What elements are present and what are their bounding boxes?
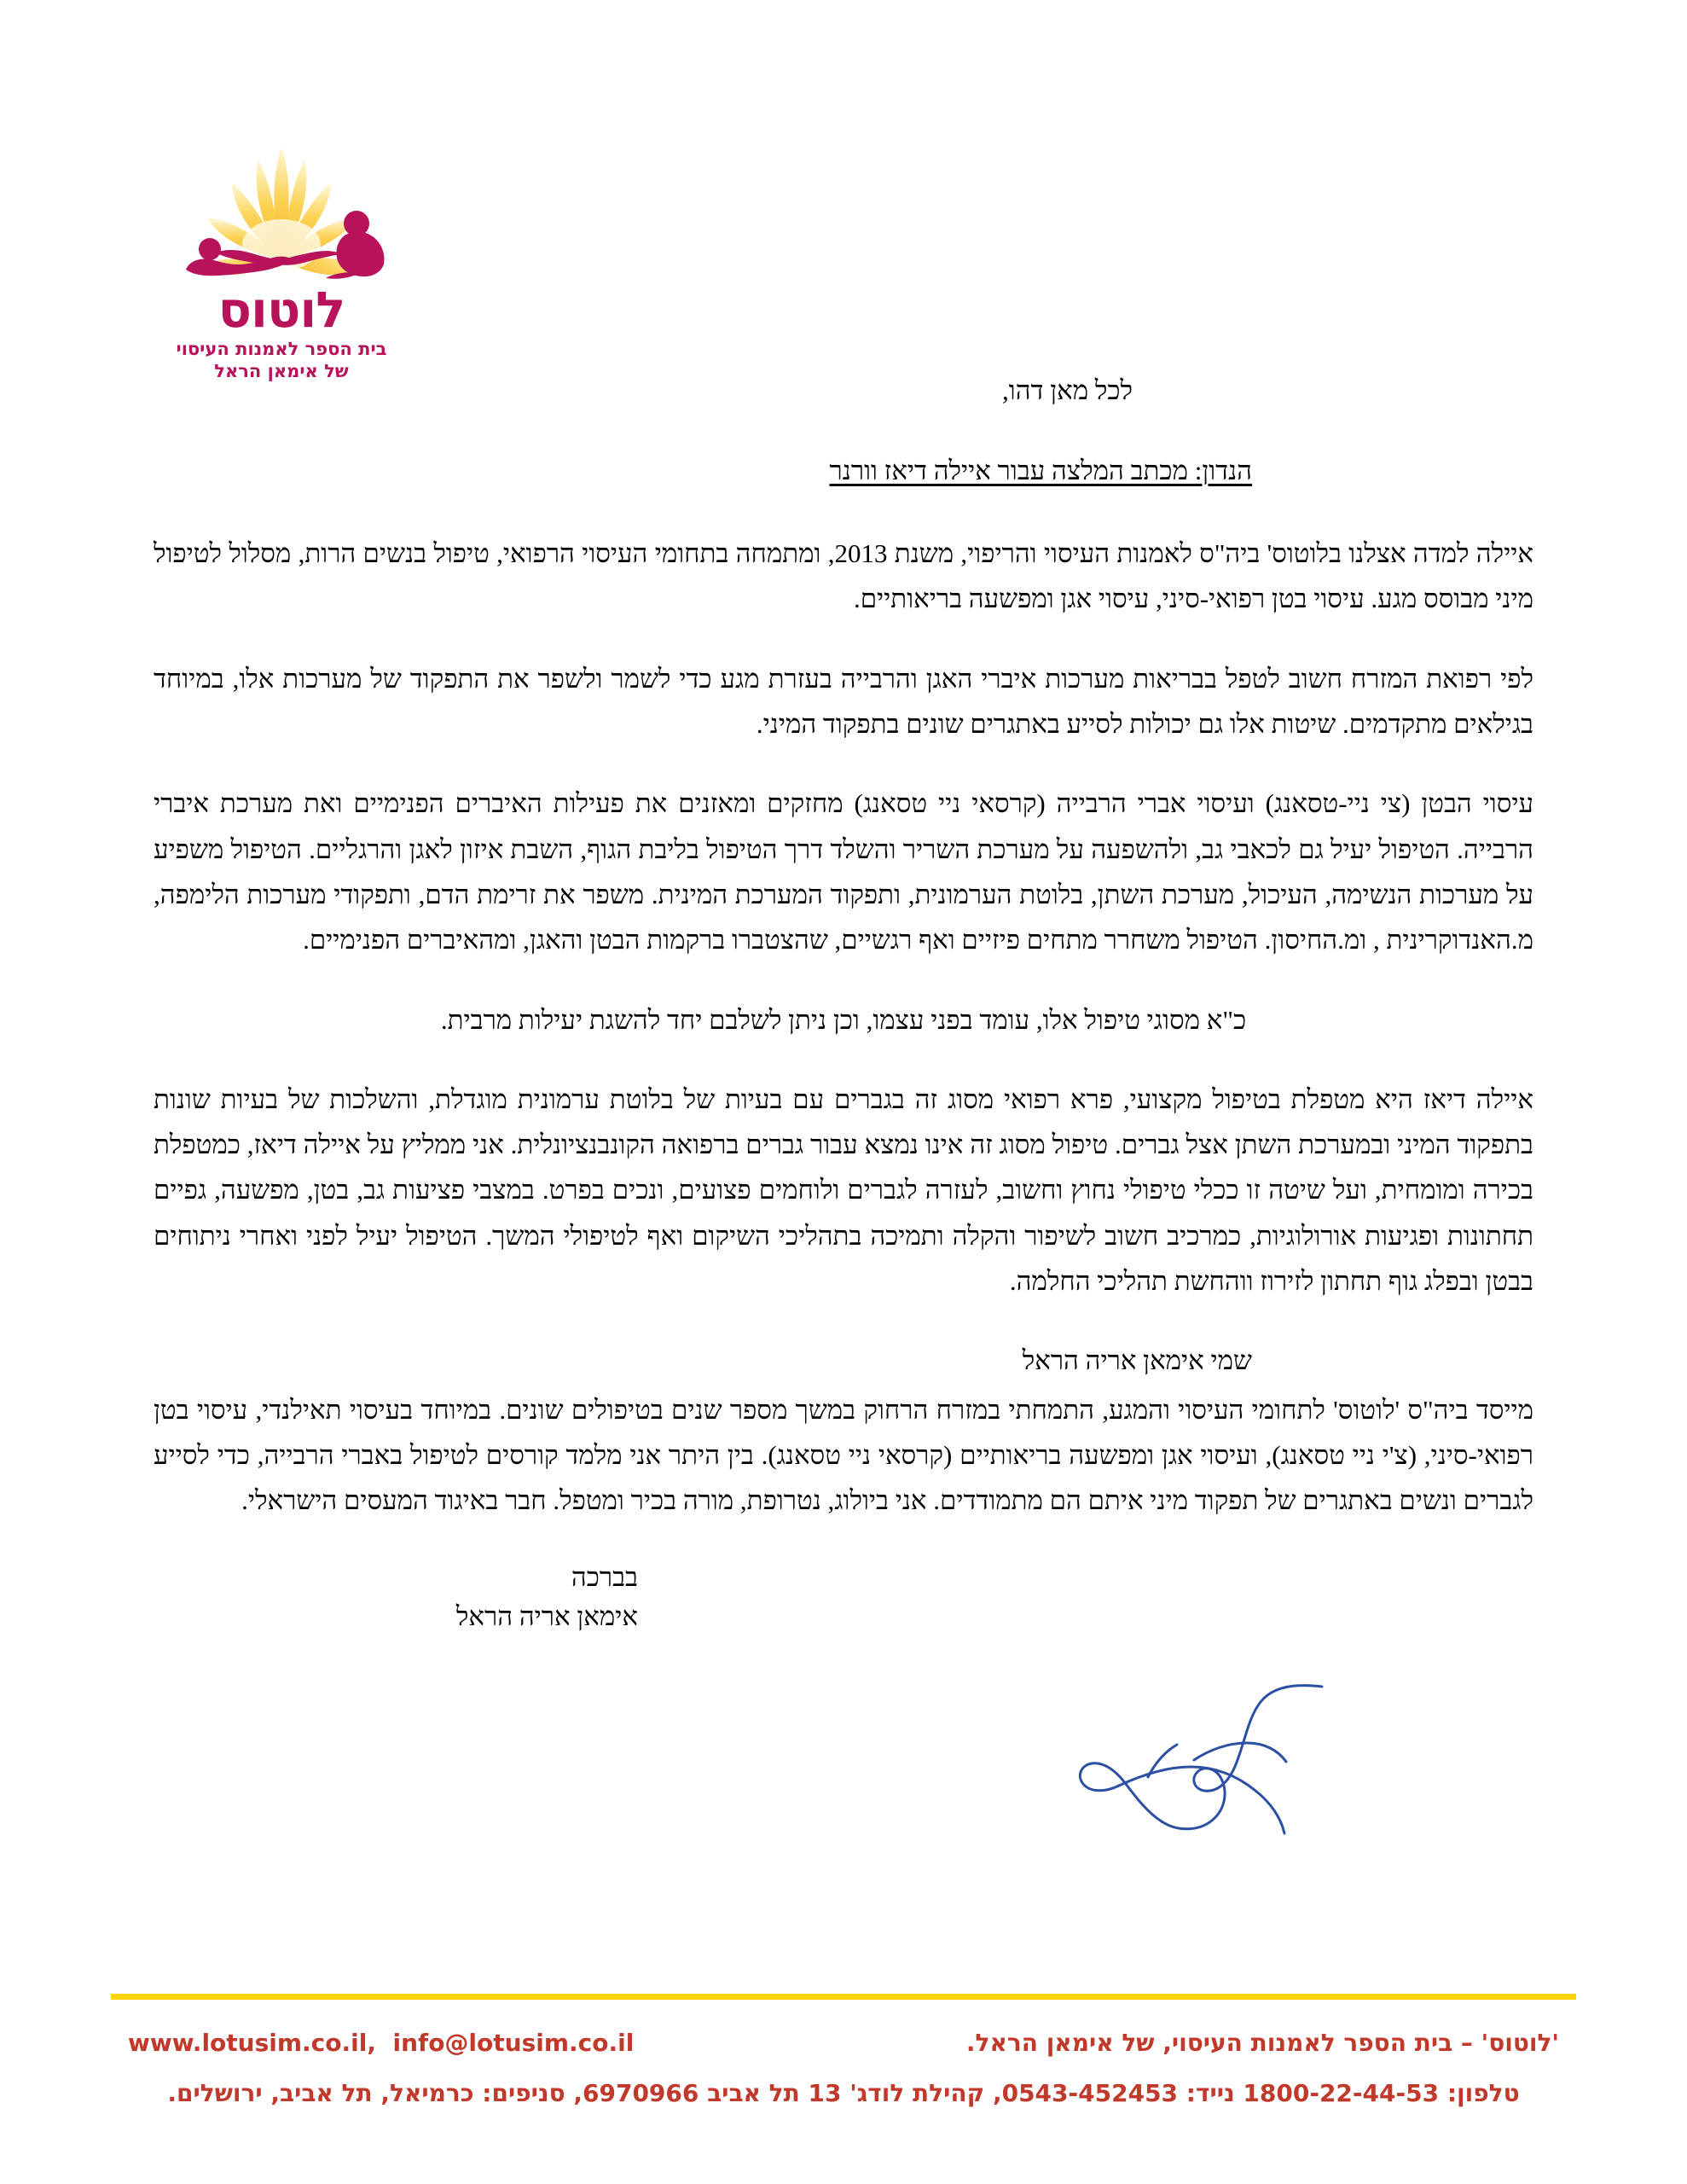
company-logo: [128, 102, 435, 382]
paragraph-ayelet-recommendation: איילה דיאז היא מטפלת בטיפול מקצועי, פרא רפואי מסוג זה בגברים עם בעיות של בלוטת ערמונית מוגדלת, והשלכות של בעיות שונות בתפקוד המיני ובמערכת השתן אצל גברים. טיפול מסוג זה אינו נמצא עבור גברים ברפואה הקונבנציונלית. אני ממליץ על איילה דיאז, כמטפלת בכירה ומומחית, ועל שיטה זו ככלי טיפולי נחוץ וחשוב, לעזרה לגברים ולוחמים פצועים, ונכים בפרט. במצבי פציעות גב, בטן, מפשעה, גפיים תחתונות ופגיעות אורולוגיות, כמרכיב חשוב לשיפור והקלה ותמיכה בתהליכי השיקום ואף לטיפולי המשך. הטיפול יעיל לפני ואחרי ניתוחים בבטן ובפלג גוף תחתון לזירוז ווהחשת תהליכי החלמה.: [154, 1083, 1533, 1297]
subject-text: מכתב המלצה עבור איילה דיאז וורנר: [829, 456, 1188, 485]
subject-line: [154, 456, 1533, 486]
letter-body: [154, 375, 1533, 1637]
paragraph-education: איילה למדה אצלנו בלוטוס' ביה"ס לאמנות העיסוי והריפוי, משנת 2013, ומתמחה בתחומי העיסוי הרפואי, טיפול בנשים הרות, מסלול לטיפול מיני מבוסס מגע. עיסוי בטן רפואי-סיני, עיסוי אגן ומפשעה בריאותיים.: [154, 538, 1533, 614]
logo-wordmark: לוטוס: [217, 281, 345, 339]
footer-website-link[interactable]: www.lotusim.co.il,: [128, 2029, 376, 2057]
footer-company-title: 'לוטוס' – בית הספר לאמנות העיסוי, של אימאן הראל.: [965, 2029, 1559, 2057]
signer-intro: שמי אימאן אריה הראל: [1022, 1345, 1252, 1376]
closing-block: [154, 1558, 1533, 1637]
footer-phone-address-line: טלפון: 1800-22-44-53 נייד: 0543-452453, קהילת לודג' 13 תל אביב 6970966, סניפים: כרמיאל, תל אביב, ירושלים.: [167, 2079, 1520, 2107]
closing-name: אימאן אריה הראל: [455, 1601, 638, 1632]
signer-biography: מייסד ביה"ס 'לוטוס' לתחומי העיסוי והמגע, התמחתי במזרח הרחוק במשך מספר שנים בטיפולים שונים. במיוחד בעיסוי תאילנדי, עיסוי בטן רפואי-סיני, (צ'י ניי טסאנג), ועיסוי אגן ומפשעה בריאותיים (קרסאי ניי טסאנג). בין היתר אני מלמד קורסים לטיפול באברי הרבייה, כדי לסייע לגברים ונשים באתגרים של תפקוד מיני איתם הם מתמודדים. אני ביולוג, נטרופת, מורה בכיר ומטפל. חבר באיגוד המעסים הישראלי.: [154, 1394, 1533, 1516]
logo-subtitle-line1: בית הספר לאמנות העיסוי: [176, 339, 387, 359]
logo-subtitle-line2: של אימאן הראל: [214, 361, 349, 382]
paragraph-massage-benefits: עיסוי הבטן (צי ניי-טסאנג) ועיסוי אברי הרבייה (קרסאי ניי טסאנג) מחזקים ומאזנים את פעילות האיברים הפנימיים ואת מערכת איברי הרבייה. הטיפול יעיל גם לכאבי גב, ולהשפעה על מערכת השריר והשלד דרך הטיפול בליבת הגוף, השבת איזון לאגן והרגליים. הטיפול משפיע על מערכות הנשימה, העיכול, מערכת השתן, בלוטת הערמונית, ותפקוד המערכת המינית. משפר את זרימת הדם, ותפקודי מערכות הלימפה, מ.האנדוקרינית , ומ.החיסון. הטיפול משחרר מתחים פיזיים ואף רגשיים, שהצטברו ברקמות הבטן והאגן, ומהאיברים הפנימיים.: [154, 788, 1533, 956]
footer-email-link[interactable]: info@lotusim.co.il: [392, 2029, 635, 2057]
footer-divider: [111, 1994, 1576, 2000]
salutation: לכל מאן דהו,: [1002, 375, 1133, 405]
lotus-flower-icon: [136, 102, 426, 290]
handwritten-signature: [1066, 1668, 1348, 1864]
paragraph-eastern-medicine: לפי רפואת המזרח חשוב לטפל בבריאות מערכות איברי האגן והרבייה בעזרת מגע כדי לשמר ולשפר את התפקוד של מערכות אלו, במיוחד בגילאים מתקדמים. שיטות אלו גם יכולות לסייע באתגרים שונים בתפקוד המיני.: [154, 663, 1533, 739]
subject-label: הנדון:: [1194, 456, 1252, 485]
closing-word: בברכה: [571, 1561, 638, 1592]
subject-text-spacer: [1188, 456, 1195, 485]
footer-contact-row: [0, 2029, 1687, 2057]
page-footer: [0, 1994, 1687, 2107]
paragraph-combination-note: כ"א מסוגי טיפול אלו, עומד בפני עצמו, וכן ניתן לשלבם יחד להשגת יעילות מרבית.: [440, 1004, 1247, 1035]
footer-web-contacts: [128, 2029, 634, 2057]
